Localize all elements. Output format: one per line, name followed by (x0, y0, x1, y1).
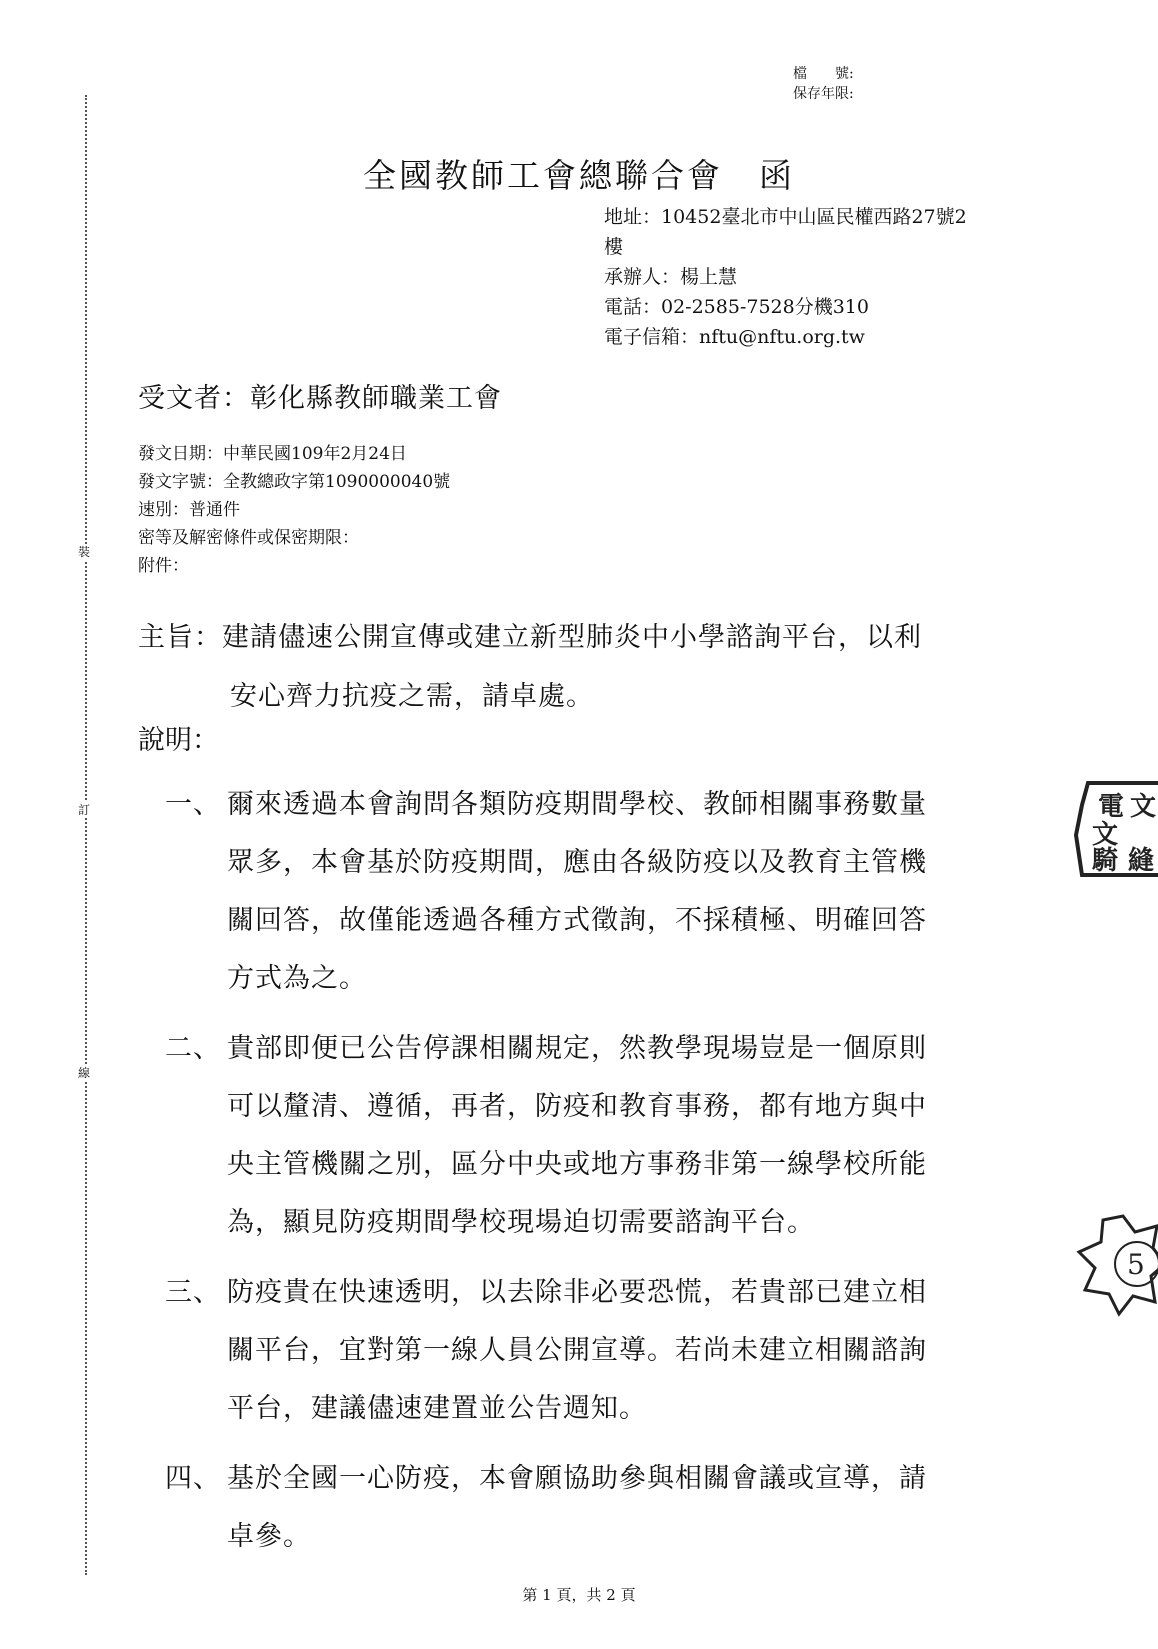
explanation-item (165, 1020, 927, 1252)
item-line: 關回答，故僅能透過各種方式徵詢，不採積極、明確回答 (227, 905, 927, 936)
item-line: 可以釐清、遵循，再者，防疫和教育事務，都有地方與中 (227, 1091, 927, 1122)
explanation-item (165, 776, 927, 1008)
item-line: 基於全國一心防疫，本會願協助參與相關會議或宣導，請 (227, 1463, 927, 1494)
seal-digit: 5 (1127, 1248, 1145, 1281)
item-number: 三、 (165, 1277, 221, 1308)
explanation-items (165, 776, 927, 1578)
stamp-char: 縫 (1128, 846, 1155, 876)
file-number-label: 檔 號: (793, 66, 854, 82)
binding-line (85, 95, 87, 1575)
sender-phone: 電話：02-2585-7528分機310 (604, 296, 869, 318)
document-info (138, 440, 450, 580)
item-line: 眾多，本會基於防疫期間，應由各級防疫以及教育主管機 (227, 847, 927, 878)
item-line: 卓參。 (227, 1521, 311, 1552)
file-meta (793, 64, 854, 104)
item-line: 央主管機關之別，區分中央或地方事務非第一線學校所能 (227, 1149, 927, 1180)
item-line: 方式為之。 (227, 963, 367, 994)
issue-date: 發文日期：中華民國109年2月24日 (138, 444, 407, 464)
document-title: 全國教師工會總聯合會 函 (363, 156, 795, 195)
sender-contact: 承辦人：楊上慧 (604, 266, 738, 288)
sender-address: 地址：10452臺北市中山區民權西路27號2 (604, 206, 967, 228)
page-number: 第 1 頁，共 2 頁 (522, 1586, 636, 1604)
stamp-char: 電 (1098, 792, 1125, 822)
subject-line-1: 主旨：建請儘速公開宣傳或建立新型肺炎中小學諮詢平台，以利 (138, 622, 922, 653)
item-line: 貴部即便已公告停課相關規定，然教學現場豈是一個原則 (227, 1033, 927, 1064)
retention-label: 保存年限: (793, 86, 854, 102)
explanation-item (165, 1450, 927, 1566)
binding-label-zhuang: 裝 (78, 545, 91, 559)
seam-stamp-icon (1068, 775, 1158, 885)
item-number: 四、 (165, 1463, 221, 1494)
seal-icon (1075, 1210, 1158, 1320)
item-number: 一、 (165, 789, 221, 820)
stamp-char: 騎 (1092, 846, 1119, 876)
item-line: 爾來透過本會詢問各類防疫期間學校、教師相關事務數量 (227, 789, 927, 820)
sender-info (604, 202, 1034, 352)
sender-email: 電子信箱：nftu@nftu.org.tw (604, 326, 865, 348)
sender-address-cont: 樓 (604, 236, 624, 258)
security-level: 密等及解密條件或保密期限： (138, 528, 359, 548)
binding-label-xian: 線 (78, 1066, 91, 1080)
binding-label-ding: 訂 (78, 803, 91, 817)
item-line: 平台，建議儘速建置並公告週知。 (227, 1393, 647, 1424)
subject (138, 608, 1038, 726)
recipient: 受文者：彰化縣教師職業工會 (138, 383, 502, 414)
item-line: 為，顯見防疫期間學校現場迫切需要諮詢平台。 (227, 1207, 815, 1238)
delivery-speed: 速別：普通件 (138, 500, 240, 520)
explanation-heading: 說明： (138, 725, 219, 756)
item-line: 關平台，宜對第一線人員公開宣導。若尚未建立相關諮詢 (227, 1335, 927, 1366)
explanation-item (165, 1264, 927, 1438)
item-number: 二、 (165, 1033, 221, 1064)
subject-line-2: 安心齊力抗疫之需，請卓處。 (230, 681, 594, 712)
stamp-char: 文 (1130, 792, 1157, 822)
stamp-char: 文 (1092, 820, 1119, 850)
issue-number: 發文字號：全教總政字第1090000040號 (138, 472, 451, 492)
attachment: 附件： (138, 556, 189, 576)
item-line: 防疫貴在快速透明，以去除非必要恐慌，若貴部已建立相 (227, 1277, 927, 1308)
